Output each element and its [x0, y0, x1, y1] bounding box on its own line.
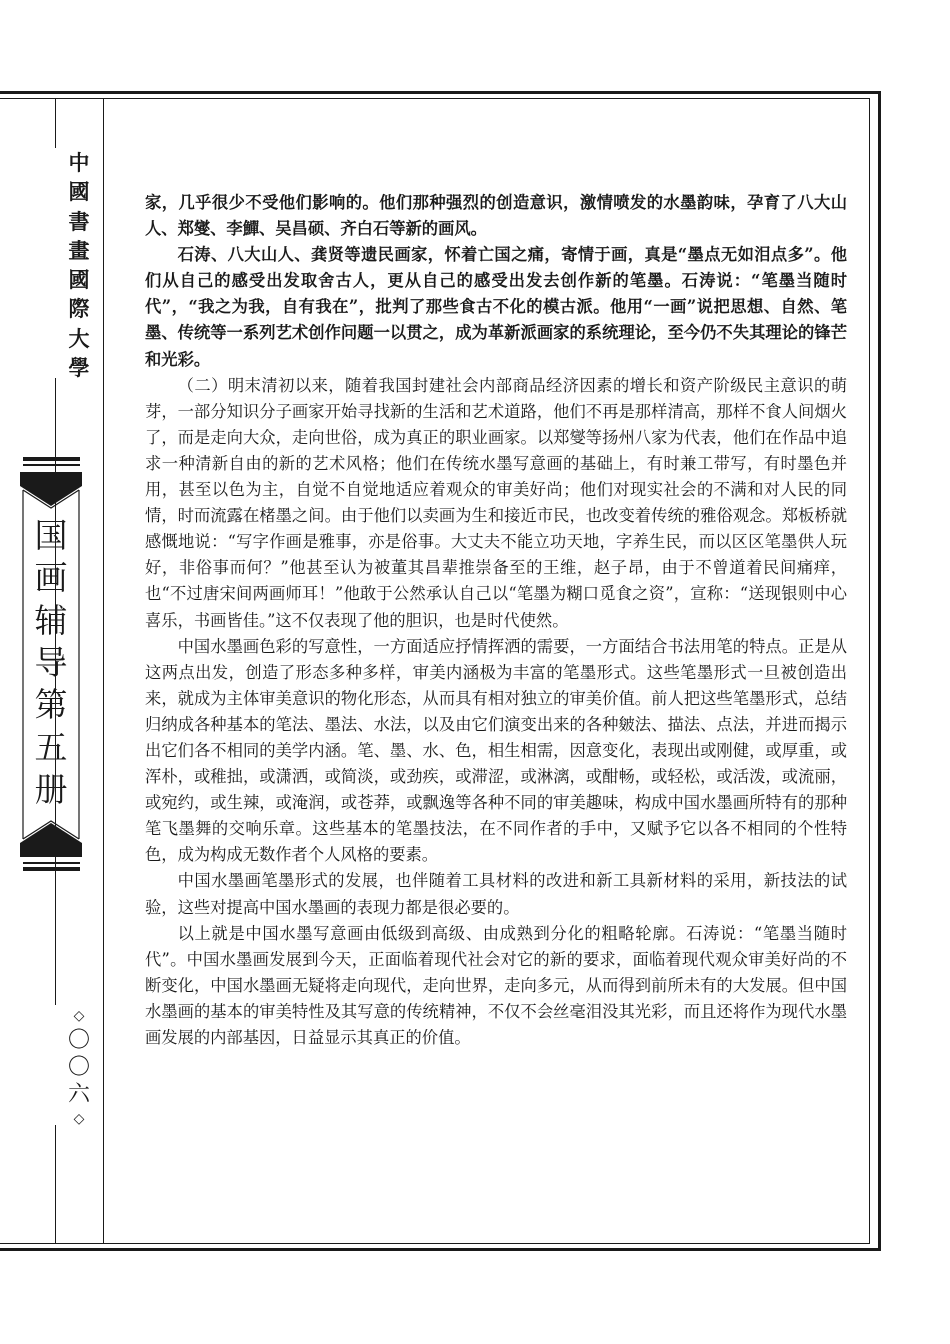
- book-title-band: [20, 472, 82, 857]
- band-bottom-bar-thin: [23, 862, 80, 864]
- university-char: 際: [68, 296, 90, 322]
- band-bottom-bar: [23, 867, 80, 871]
- university-char: 大: [68, 325, 90, 351]
- book-title-char: 辅: [34, 600, 68, 640]
- body-text: [145, 190, 847, 1051]
- page-number: [55, 1005, 103, 1125]
- band-bottom-notch: [20, 823, 82, 857]
- page-number-digit: 〇: [67, 1028, 90, 1053]
- book-title-char: 第: [34, 685, 68, 725]
- book-title-char: 五: [34, 727, 68, 767]
- university-char: 中: [68, 150, 90, 175]
- book-title-char: 导: [34, 642, 68, 682]
- university-char: 學: [68, 355, 90, 381]
- book-title-char: 画: [34, 558, 68, 598]
- paragraph: 中国水墨画笔墨形式的发展，也伴随着工具材料的改进和新工具新材料的采用，新技法的试验，这些对提高中国水墨画的表现力都是很必要的。: [145, 871, 847, 917]
- paragraph: （二）明末清初以来，随着我国封建社会内部商品经济因素的增长和资产阶级民主意识的萌芽，一部分知识分子画家开始寻找新的生活和艺术道路，他们不再是那样清高，那样不食人间烟火了，而是走向大众，走向世俗，成为真正的职业画家。以郑燮等扬州八家为代表，他们在作品中追求一种清新自由的新的艺术风格；他们在传统水墨写意画的基础上，有时兼工带写，有时墨色并用，甚至以色为主，自觉不自觉地适应着观众的审美好尚；他们对现实社会的不满和对人民的同情，时而流露在楮墨之间。由于他们以卖画为生和接近市民，也改变着传统的雅俗观念。郑板桥就感慨地说：“写字作画是雅事，亦是俗事。大丈夫不能立功天地，字养生民，而以区区笔墨供人玩好，非俗事而何？”他甚至认为被董其昌辈推崇备至的王维，赵子昂，由于不曾道着民间痛痒，也“不过唐宋间两画师耳！”他敢于公然承认自己以“笔墨为糊口觅食之资”，宣称：“送现银则中心喜乐，书画皆佳。”这不仅表现了他的胆识，也是时代使然。: [145, 375, 847, 630]
- university-title: [55, 148, 103, 381]
- page-number-digit: 〇: [67, 1055, 90, 1080]
- band-top-bar: [23, 457, 80, 461]
- university-char: 國: [68, 267, 90, 293]
- paragraph: 家，几乎很少不受他们影响的。他们那种强烈的创造意识，激情喷发的水墨韵味，孕育了八大山人、郑燮、李鱓、吴昌硕、齐白石等新的画风。: [145, 193, 847, 239]
- book-title-char: 册: [34, 769, 68, 809]
- band-top-bar-thin: [23, 464, 80, 466]
- paragraph: 石涛、八大山人、龚贤等遗民画家，怀着亡国之痛，寄情于画，真是“墨点无如泪点多”。他们从自己的感受出发取舍古人，更从自己的感受出发去创作新的笔墨。石涛说：“笔墨当随时代”，“我之为我，自有我在”，批判了那些食古不化的模古派。他用“一画”说把思想、自然、笔墨、传统等一系列艺术创作问题一以贯之，成为革新派画家的系统理论，至今仍不失其理论的锋芒和光彩。: [145, 245, 847, 369]
- book-title: [20, 518, 82, 808]
- university-char: 國: [68, 179, 90, 205]
- paragraph: 中国水墨画色彩的写意性，一方面适应抒情挥洒的需要，一方面结合书法用笔的特点。正是从这两点出发，创造了形态多种多样，审美内涵极为丰富的笔墨形式。这些笔墨形式一旦被创造出来，就成为主体审美意识的物化形态，从而具有相对独立的审美价值。前人把这些笔墨形式，总结归纳成各种基本的笔法、墨法、水法，以及由它们演变出来的各种皴法、描法、点法，并进而揭示出它们各不相同的美学内涵。笔、墨、水、色，相生相需，因意变化，表现出或刚健，或厚重，或浑朴，或稚拙，或潇洒，或简淡，或劲疾，或滞涩，或淋漓，或酣畅，或轻松，或活泼，或流丽，或宛约，或生辣，或淹润，或苍莽，或飘逸等各种不同的审美趣味，构成中国水墨画所特有的那种笔飞墨舞的交响乐章。这些基本的笔墨技法，在不同作者的手中，又赋予它以各不相同的个性特色，成为构成无数作者个人风格的要素。: [145, 636, 847, 865]
- band-top-notch: [20, 472, 82, 506]
- university-char: 畫: [68, 237, 90, 263]
- diamond-icon: ◇: [73, 1111, 85, 1127]
- book-title-char: 国: [34, 516, 68, 555]
- paragraph: 以上就是中国水墨写意画由低级到高级、由成熟到分化的粗略轮廓。石涛说：“笔墨当随时代”。中国水墨画发展到今天，正面临着现代社会对它的新的要求，面临着现代观众审美好尚的不断变化，中国水墨画无疑将走向现代，走向世界，走向多元，从而得到前所未有的大发展。但中国水墨画的基本的审美特性及其写意的传统精神，不仅不会丝毫泪没其光彩，而且还将作为现代水墨画发展的内部基因，日益显示其真正的价值。: [145, 923, 847, 1047]
- diamond-icon: ◇: [73, 1008, 85, 1024]
- university-char: 書: [68, 208, 90, 234]
- page-number-digit: 六: [67, 1082, 90, 1107]
- sidebar-divider-right: [103, 98, 104, 1244]
